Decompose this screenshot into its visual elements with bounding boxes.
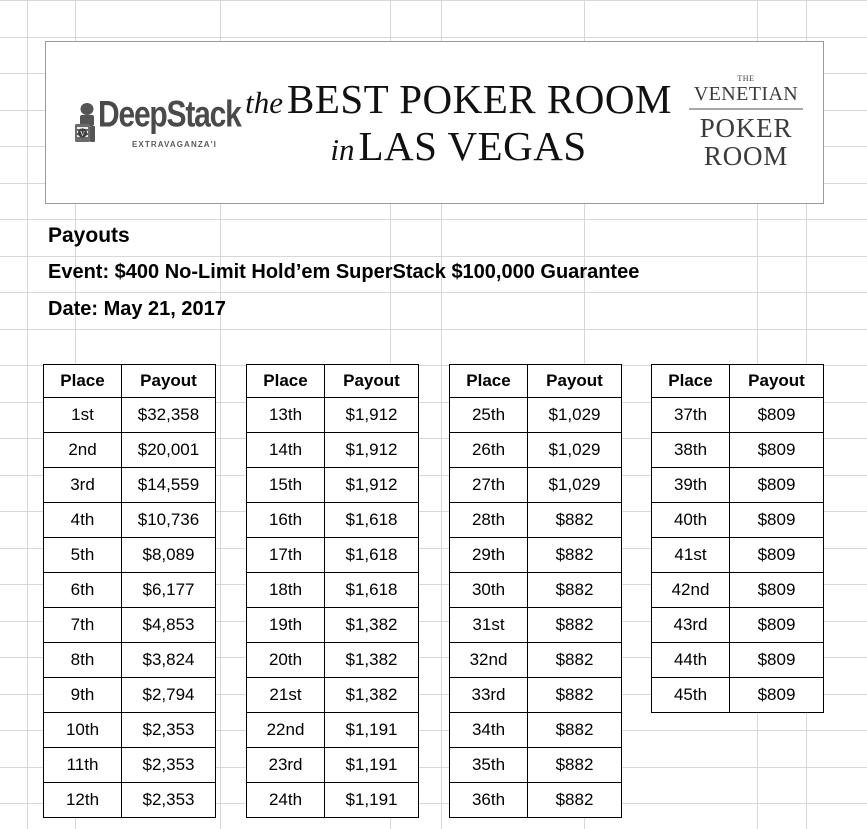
cell-place: 35th bbox=[450, 748, 528, 783]
table-row bbox=[450, 608, 622, 643]
table-row bbox=[652, 643, 824, 678]
cell-payout: $14,559 bbox=[122, 468, 216, 503]
cell-payout: $882 bbox=[528, 783, 622, 818]
svg-text:V: V bbox=[79, 129, 86, 138]
column-header-payout: Payout bbox=[730, 365, 824, 398]
venetian-poker-room-logo bbox=[687, 75, 805, 170]
cell-place: 38th bbox=[652, 433, 730, 468]
cell-payout: $809 bbox=[730, 643, 824, 678]
cell-place: 14th bbox=[247, 433, 325, 468]
column-header-payout: Payout bbox=[528, 365, 622, 398]
cell-place: 12th bbox=[44, 783, 122, 818]
table-header-row bbox=[247, 365, 419, 398]
cell-payout: $1,912 bbox=[325, 468, 419, 503]
cell-place: 25th bbox=[450, 398, 528, 433]
payout-table-block-2 bbox=[246, 364, 419, 818]
cell-place: 16th bbox=[247, 503, 325, 538]
payout-table-block-4 bbox=[651, 364, 824, 713]
cell-place: 8th bbox=[44, 643, 122, 678]
table-row bbox=[450, 783, 622, 818]
cell-place: 3rd bbox=[44, 468, 122, 503]
table-row bbox=[247, 643, 419, 678]
cell-place: 41st bbox=[652, 538, 730, 573]
table-row bbox=[247, 398, 419, 433]
cell-payout: $1,191 bbox=[325, 748, 419, 783]
cell-payout: $882 bbox=[528, 503, 622, 538]
venetian-room-word: ROOM bbox=[703, 140, 789, 171]
table-row bbox=[450, 398, 622, 433]
table-header-row bbox=[450, 365, 622, 398]
table-row bbox=[450, 538, 622, 573]
cell-payout: $809 bbox=[730, 538, 824, 573]
table-row bbox=[450, 713, 622, 748]
cell-payout: $809 bbox=[730, 678, 824, 713]
cell-payout: $1,912 bbox=[325, 398, 419, 433]
deepstack-mascot-icon bbox=[72, 102, 100, 146]
deepstack-wordmark: DeepStack bbox=[98, 93, 241, 135]
cell-place: 33rd bbox=[450, 678, 528, 713]
table-row bbox=[44, 503, 216, 538]
table-row bbox=[450, 433, 622, 468]
headline-line1-article: the bbox=[245, 84, 283, 120]
cell-place: 5th bbox=[44, 538, 122, 573]
table-row bbox=[652, 398, 824, 433]
cell-payout: $4,853 bbox=[122, 608, 216, 643]
cell-place: 20th bbox=[247, 643, 325, 678]
cell-payout: $809 bbox=[730, 573, 824, 608]
cell-place: 6th bbox=[44, 573, 122, 608]
payout-table-block-1 bbox=[43, 364, 216, 818]
column-header-place: Place bbox=[450, 365, 528, 398]
cell-payout: $8,089 bbox=[122, 538, 216, 573]
table-row bbox=[44, 538, 216, 573]
cell-payout: $1,618 bbox=[325, 503, 419, 538]
table-row bbox=[652, 678, 824, 713]
deepstack-logo bbox=[70, 92, 241, 154]
cell-payout: $809 bbox=[730, 433, 824, 468]
table-row bbox=[652, 608, 824, 643]
table-row bbox=[44, 713, 216, 748]
cell-place: 43rd bbox=[652, 608, 730, 643]
cell-place: 1st bbox=[44, 398, 122, 433]
cell-payout: $1,912 bbox=[325, 433, 419, 468]
cell-payout: $1,618 bbox=[325, 573, 419, 608]
cell-payout: $2,794 bbox=[122, 678, 216, 713]
cell-payout: $3,824 bbox=[122, 643, 216, 678]
table-row bbox=[247, 573, 419, 608]
cell-place: 24th bbox=[247, 783, 325, 818]
table-row bbox=[652, 503, 824, 538]
table-row bbox=[247, 713, 419, 748]
cell-payout: $1,382 bbox=[325, 643, 419, 678]
cell-payout: $1,382 bbox=[325, 678, 419, 713]
table-row bbox=[44, 678, 216, 713]
promo-banner bbox=[45, 41, 824, 204]
table-row bbox=[652, 433, 824, 468]
table-row bbox=[450, 468, 622, 503]
cell-place: 22nd bbox=[247, 713, 325, 748]
headline-line2-article: in bbox=[330, 131, 355, 167]
cell-payout: $32,358 bbox=[122, 398, 216, 433]
cell-payout: $6,177 bbox=[122, 573, 216, 608]
venetian-divider-rule bbox=[689, 108, 803, 110]
cell-payout: $1,382 bbox=[325, 608, 419, 643]
column-header-place: Place bbox=[247, 365, 325, 398]
cell-place: 45th bbox=[652, 678, 730, 713]
table-row bbox=[44, 608, 216, 643]
table-row bbox=[44, 573, 216, 608]
cell-place: 7th bbox=[44, 608, 122, 643]
cell-place: 9th bbox=[44, 678, 122, 713]
cell-payout: $2,353 bbox=[122, 783, 216, 818]
banner-headline bbox=[230, 75, 687, 169]
headline-line1-main: BEST POKER ROOM bbox=[286, 75, 672, 122]
cell-place: 39th bbox=[652, 468, 730, 503]
cell-place: 21st bbox=[247, 678, 325, 713]
cell-place: 2nd bbox=[44, 433, 122, 468]
cell-place: 31st bbox=[450, 608, 528, 643]
table-row bbox=[44, 643, 216, 678]
cell-payout: $809 bbox=[730, 503, 824, 538]
cell-place: 28th bbox=[450, 503, 528, 538]
cell-place: 10th bbox=[44, 713, 122, 748]
event-title: Event: $400 No-Limit Hold’em SuperStack $100,000 Guarantee bbox=[48, 261, 640, 283]
cell-place: 15th bbox=[247, 468, 325, 503]
table-row bbox=[450, 678, 622, 713]
table-row bbox=[247, 503, 419, 538]
cell-place: 13th bbox=[247, 398, 325, 433]
table-row bbox=[44, 748, 216, 783]
cell-payout: $809 bbox=[730, 608, 824, 643]
cell-place: 44th bbox=[652, 643, 730, 678]
cell-place: 29th bbox=[450, 538, 528, 573]
table-row bbox=[247, 433, 419, 468]
deepstack-subtitle: EXTRAVAGANZA'I bbox=[132, 139, 218, 149]
table-row bbox=[247, 748, 419, 783]
table-row bbox=[450, 573, 622, 608]
table-row bbox=[44, 433, 216, 468]
venetian-poker-word: POKER bbox=[699, 112, 793, 143]
table-row bbox=[450, 643, 622, 678]
table-row bbox=[44, 468, 216, 503]
cell-place: 18th bbox=[247, 573, 325, 608]
cell-payout: $20,001 bbox=[122, 433, 216, 468]
column-header-place: Place bbox=[652, 365, 730, 398]
table-row bbox=[44, 398, 216, 433]
column-header-place: Place bbox=[44, 365, 122, 398]
venetian-the-label: THE bbox=[737, 73, 755, 83]
cell-payout: $1,191 bbox=[325, 713, 419, 748]
table-row bbox=[652, 538, 824, 573]
cell-place: 40th bbox=[652, 503, 730, 538]
payout-table-block-3 bbox=[449, 364, 622, 818]
cell-payout: $2,353 bbox=[122, 713, 216, 748]
cell-payout: $2,353 bbox=[122, 748, 216, 783]
cell-payout: $10,736 bbox=[122, 503, 216, 538]
cell-place: 19th bbox=[247, 608, 325, 643]
cell-payout: $882 bbox=[528, 538, 622, 573]
cell-payout: $1,029 bbox=[528, 433, 622, 468]
table-row bbox=[450, 503, 622, 538]
date-title: Date: May 21, 2017 bbox=[48, 298, 226, 320]
cell-place: 23rd bbox=[247, 748, 325, 783]
cell-place: 37th bbox=[652, 398, 730, 433]
cell-payout: $882 bbox=[528, 573, 622, 608]
table-row bbox=[247, 468, 419, 503]
table-header-row bbox=[44, 365, 216, 398]
table-header-row bbox=[652, 365, 824, 398]
cell-place: 30th bbox=[450, 573, 528, 608]
payouts-title: Payouts bbox=[48, 224, 130, 247]
column-header-payout: Payout bbox=[122, 365, 216, 398]
table-row bbox=[247, 608, 419, 643]
cell-payout: $1,029 bbox=[528, 468, 622, 503]
cell-payout: $1,618 bbox=[325, 538, 419, 573]
cell-payout: $882 bbox=[528, 678, 622, 713]
table-row bbox=[450, 748, 622, 783]
cell-payout: $1,191 bbox=[325, 783, 419, 818]
cell-place: 42nd bbox=[652, 573, 730, 608]
cell-place: 26th bbox=[450, 433, 528, 468]
table-row bbox=[652, 468, 824, 503]
cell-place: 4th bbox=[44, 503, 122, 538]
table-row bbox=[247, 678, 419, 713]
cell-place: 27th bbox=[450, 468, 528, 503]
table-row bbox=[247, 538, 419, 573]
table-row bbox=[44, 783, 216, 818]
cell-payout: $882 bbox=[528, 713, 622, 748]
headline-line2-main: LAS VEGAS bbox=[358, 122, 587, 169]
cell-place: 11th bbox=[44, 748, 122, 783]
cell-payout: $809 bbox=[730, 398, 824, 433]
cell-payout: $809 bbox=[730, 468, 824, 503]
cell-payout: $882 bbox=[528, 643, 622, 678]
cell-payout: $882 bbox=[528, 608, 622, 643]
cell-place: 36th bbox=[450, 783, 528, 818]
column-header-payout: Payout bbox=[325, 365, 419, 398]
cell-payout: $1,029 bbox=[528, 398, 622, 433]
table-row bbox=[247, 783, 419, 818]
venetian-wordmark: VENETIAN bbox=[693, 82, 799, 105]
table-row bbox=[652, 573, 824, 608]
cell-payout: $882 bbox=[528, 748, 622, 783]
cell-place: 34th bbox=[450, 713, 528, 748]
cell-place: 17th bbox=[247, 538, 325, 573]
cell-place: 32nd bbox=[450, 643, 528, 678]
